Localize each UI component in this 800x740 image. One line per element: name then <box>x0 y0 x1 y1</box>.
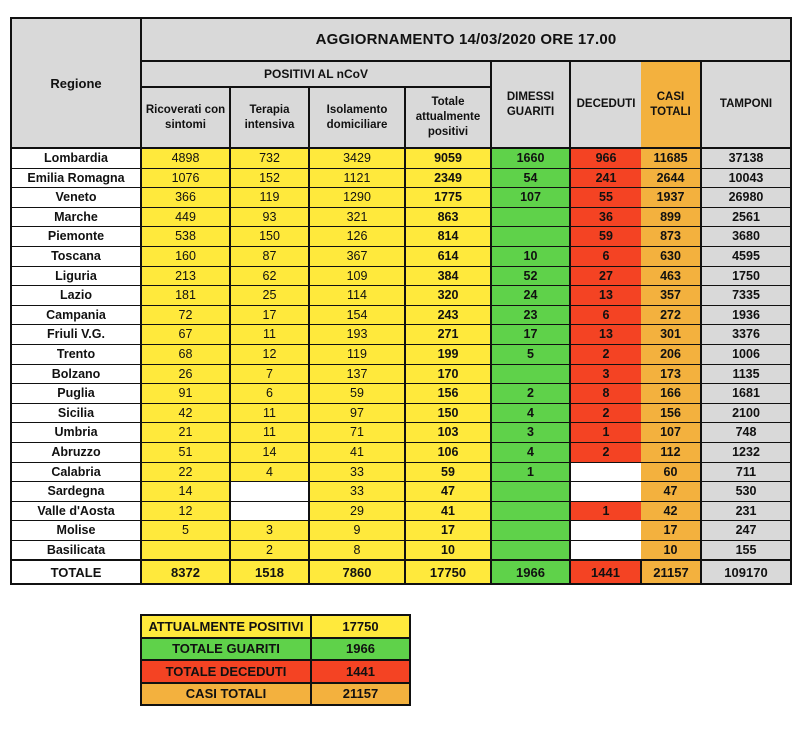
data-cell <box>491 227 570 247</box>
data-cell: 5 <box>491 344 570 364</box>
data-cell: 8 <box>309 540 405 560</box>
region-name-cell: Calabria <box>11 462 141 482</box>
data-cell: 6 <box>230 384 309 404</box>
data-cell: 181 <box>141 286 230 306</box>
data-cell: 27 <box>570 266 641 286</box>
data-cell: 154 <box>309 305 405 325</box>
data-cell: 1 <box>570 423 641 443</box>
data-cell: 24 <box>491 286 570 306</box>
summary-body <box>141 615 410 705</box>
data-cell: 384 <box>405 266 491 286</box>
data-cell: 60 <box>641 462 701 482</box>
data-cell: 156 <box>405 384 491 404</box>
data-cell: 47 <box>641 482 701 502</box>
data-cell: 155 <box>701 540 791 560</box>
data-cell: 93 <box>230 207 309 227</box>
summary-table <box>140 614 411 706</box>
data-cell: 8372 <box>141 560 230 584</box>
data-cell <box>491 540 570 560</box>
data-cell: 7860 <box>309 560 405 584</box>
region-name-cell: Sardegna <box>11 482 141 502</box>
data-cell: 366 <box>141 188 230 208</box>
data-cell <box>491 501 570 521</box>
data-cell: 26980 <box>701 188 791 208</box>
table-row <box>11 286 791 306</box>
data-cell: 126 <box>309 227 405 247</box>
total-row <box>11 560 791 584</box>
data-cell: 11 <box>230 325 309 345</box>
data-cell: 13 <box>570 325 641 345</box>
table-row <box>11 227 791 247</box>
summary-label: CASI TOTALI <box>141 683 311 706</box>
data-cell: 22 <box>141 462 230 482</box>
data-cell: 12 <box>230 344 309 364</box>
data-cell: 13 <box>570 286 641 306</box>
region-name-cell: Molise <box>11 521 141 541</box>
data-cell: 26 <box>141 364 230 384</box>
data-cell: 1937 <box>641 188 701 208</box>
table-row <box>11 305 791 325</box>
data-cell: 2100 <box>701 403 791 423</box>
table-row <box>11 403 791 423</box>
data-cell: 1966 <box>491 560 570 584</box>
summary-row <box>141 683 410 706</box>
table-row <box>11 207 791 227</box>
data-cell: 17 <box>491 325 570 345</box>
data-cell: 241 <box>570 168 641 188</box>
table-row <box>11 540 791 560</box>
table-row <box>11 442 791 462</box>
region-name-cell: Piemonte <box>11 227 141 247</box>
data-cell: 321 <box>309 207 405 227</box>
data-cell: 3376 <box>701 325 791 345</box>
data-cell: 173 <box>641 364 701 384</box>
col-header-deceduti: DECEDUTI <box>570 61 641 148</box>
region-name-cell: Umbria <box>11 423 141 443</box>
data-cell: 71 <box>309 423 405 443</box>
data-cell <box>491 521 570 541</box>
col-header-dimessi-guariti: DIMESSI GUARITI <box>491 61 570 148</box>
data-cell: 152 <box>230 168 309 188</box>
data-cell: 17 <box>641 521 701 541</box>
data-cell: 3 <box>491 423 570 443</box>
data-cell: 1232 <box>701 442 791 462</box>
table-row <box>11 168 791 188</box>
data-cell: 10 <box>405 540 491 560</box>
table-row <box>11 462 791 482</box>
data-cell: 21 <box>141 423 230 443</box>
data-cell: 33 <box>309 482 405 502</box>
table-row <box>11 325 791 345</box>
region-name-cell: Lazio <box>11 286 141 306</box>
data-cell: 109 <box>309 266 405 286</box>
col-header-casi-totali: CASI TOTALI <box>641 61 701 148</box>
data-cell: 68 <box>141 344 230 364</box>
data-cell: 1006 <box>701 344 791 364</box>
col-header-ricoverati: Ricoverati con sintomi <box>141 87 230 148</box>
region-name-cell: Marche <box>11 207 141 227</box>
data-cell: 17750 <box>405 560 491 584</box>
data-cell: 2 <box>570 442 641 462</box>
data-cell: 6 <box>570 305 641 325</box>
data-cell: 247 <box>701 521 791 541</box>
data-cell <box>570 482 641 502</box>
data-cell: 1441 <box>570 560 641 584</box>
data-cell: 119 <box>230 188 309 208</box>
summary-value: 1966 <box>311 638 410 661</box>
data-cell: 2349 <box>405 168 491 188</box>
data-cell: 748 <box>701 423 791 443</box>
data-cell: 33 <box>309 462 405 482</box>
region-name-cell: Lombardia <box>11 148 141 168</box>
table-row <box>11 521 791 541</box>
data-cell: 4 <box>491 442 570 462</box>
table-row <box>11 364 791 384</box>
data-cell: 42 <box>141 403 230 423</box>
data-cell: 863 <box>405 207 491 227</box>
table-row <box>11 344 791 364</box>
data-cell: 23 <box>491 305 570 325</box>
region-name-cell: Toscana <box>11 246 141 266</box>
region-name-cell: Abruzzo <box>11 442 141 462</box>
data-cell: 160 <box>141 246 230 266</box>
data-cell: 3 <box>230 521 309 541</box>
data-cell: 12 <box>141 501 230 521</box>
col-header-totale-positivi: Totale attualmente positivi <box>405 87 491 148</box>
summary-row <box>141 660 410 683</box>
data-cell: 463 <box>641 266 701 286</box>
data-cell: 4898 <box>141 148 230 168</box>
data-cell: 109170 <box>701 560 791 584</box>
data-cell: 814 <box>405 227 491 247</box>
data-cell: 107 <box>491 188 570 208</box>
data-cell: 114 <box>309 286 405 306</box>
data-cell: 1076 <box>141 168 230 188</box>
data-cell <box>491 207 570 227</box>
region-name-cell: Friuli V.G. <box>11 325 141 345</box>
data-cell: 59 <box>405 462 491 482</box>
data-cell: 112 <box>641 442 701 462</box>
data-cell: 2561 <box>701 207 791 227</box>
summary-value: 1441 <box>311 660 410 683</box>
data-cell: 10 <box>641 540 701 560</box>
data-cell: 206 <box>641 344 701 364</box>
data-cell: 103 <box>405 423 491 443</box>
data-cell: 17 <box>230 305 309 325</box>
data-cell: 1681 <box>701 384 791 404</box>
data-cell: 1936 <box>701 305 791 325</box>
summary-value: 17750 <box>311 615 410 638</box>
table-header <box>11 18 791 148</box>
data-cell: 54 <box>491 168 570 188</box>
data-cell: 59 <box>570 227 641 247</box>
data-cell: 732 <box>230 148 309 168</box>
data-cell: 630 <box>641 246 701 266</box>
data-cell: 51 <box>141 442 230 462</box>
table-row <box>11 188 791 208</box>
covid-region-table <box>10 17 792 585</box>
data-cell <box>230 501 309 521</box>
col-header-isolamento: Isolamento domiciliare <box>309 87 405 148</box>
data-cell: 1750 <box>701 266 791 286</box>
data-cell <box>570 521 641 541</box>
data-cell: 320 <box>405 286 491 306</box>
data-cell: 87 <box>230 246 309 266</box>
data-cell: 966 <box>570 148 641 168</box>
data-cell: 42 <box>641 501 701 521</box>
region-name-cell: Puglia <box>11 384 141 404</box>
data-cell: 711 <box>701 462 791 482</box>
region-name-cell: Campania <box>11 305 141 325</box>
data-cell: 21157 <box>641 560 701 584</box>
data-cell: 6 <box>570 246 641 266</box>
data-cell: 7335 <box>701 286 791 306</box>
data-cell: 47 <box>405 482 491 502</box>
table-row <box>11 384 791 404</box>
data-cell: 10043 <box>701 168 791 188</box>
summary-row <box>141 615 410 638</box>
region-name-cell: Basilicata <box>11 540 141 560</box>
table-row <box>11 246 791 266</box>
summary-label: TOTALE GUARITI <box>141 638 311 661</box>
data-cell: 11685 <box>641 148 701 168</box>
col-header-tamponi: TAMPONI <box>701 61 791 148</box>
data-cell: 1135 <box>701 364 791 384</box>
data-cell: 2 <box>570 344 641 364</box>
region-name-cell: Trento <box>11 344 141 364</box>
data-cell: 1518 <box>230 560 309 584</box>
data-cell: 52 <box>491 266 570 286</box>
data-cell: 1121 <box>309 168 405 188</box>
data-cell: 14 <box>141 482 230 502</box>
data-cell: 3680 <box>701 227 791 247</box>
data-cell: 530 <box>701 482 791 502</box>
data-cell <box>491 482 570 502</box>
data-cell: 3 <box>570 364 641 384</box>
data-cell: 29 <box>309 501 405 521</box>
summary-label: TOTALE DECEDUTI <box>141 660 311 683</box>
data-cell: 72 <box>141 305 230 325</box>
data-cell: 37138 <box>701 148 791 168</box>
data-cell: 2 <box>230 540 309 560</box>
data-cell: 301 <box>641 325 701 345</box>
col-header-terapia-intensiva: Terapia intensiva <box>230 87 309 148</box>
data-cell <box>570 462 641 482</box>
data-cell <box>141 540 230 560</box>
table-row <box>11 501 791 521</box>
data-cell: 25 <box>230 286 309 306</box>
data-cell: 357 <box>641 286 701 306</box>
data-cell: 97 <box>309 403 405 423</box>
summary-row <box>141 638 410 661</box>
data-cell: 36 <box>570 207 641 227</box>
data-cell: 199 <box>405 344 491 364</box>
data-cell <box>230 482 309 502</box>
data-cell: 166 <box>641 384 701 404</box>
data-cell: 1775 <box>405 188 491 208</box>
data-cell: 59 <box>309 384 405 404</box>
data-cell: 899 <box>641 207 701 227</box>
data-cell: 14 <box>230 442 309 462</box>
data-cell: 1 <box>491 462 570 482</box>
data-cell: 538 <box>141 227 230 247</box>
data-cell: 150 <box>405 403 491 423</box>
data-cell: 4 <box>491 403 570 423</box>
data-cell: 170 <box>405 364 491 384</box>
total-label-cell: TOTALE <box>11 560 141 584</box>
data-cell: 4595 <box>701 246 791 266</box>
data-cell: 2644 <box>641 168 701 188</box>
data-cell: 3429 <box>309 148 405 168</box>
data-cell: 213 <box>141 266 230 286</box>
data-cell: 5 <box>141 521 230 541</box>
data-cell: 10 <box>491 246 570 266</box>
region-name-cell: Sicilia <box>11 403 141 423</box>
table-row <box>11 482 791 502</box>
data-cell: 156 <box>641 403 701 423</box>
region-name-cell: Valle d'Aosta <box>11 501 141 521</box>
data-cell <box>491 364 570 384</box>
data-cell: 107 <box>641 423 701 443</box>
data-cell: 193 <box>309 325 405 345</box>
data-cell: 2 <box>491 384 570 404</box>
data-cell: 9059 <box>405 148 491 168</box>
data-cell: 62 <box>230 266 309 286</box>
region-name-cell: Veneto <box>11 188 141 208</box>
data-cell: 614 <box>405 246 491 266</box>
table-row <box>11 423 791 443</box>
data-cell: 67 <box>141 325 230 345</box>
data-cell: 41 <box>309 442 405 462</box>
data-cell: 119 <box>309 344 405 364</box>
summary-value: 21157 <box>311 683 410 706</box>
data-cell: 873 <box>641 227 701 247</box>
data-cell: 1660 <box>491 148 570 168</box>
data-cell: 106 <box>405 442 491 462</box>
table-body <box>11 148 791 584</box>
data-cell: 1290 <box>309 188 405 208</box>
data-cell: 272 <box>641 305 701 325</box>
data-cell: 271 <box>405 325 491 345</box>
data-cell: 55 <box>570 188 641 208</box>
data-cell: 137 <box>309 364 405 384</box>
data-cell: 449 <box>141 207 230 227</box>
region-name-cell: Emilia Romagna <box>11 168 141 188</box>
data-cell: 8 <box>570 384 641 404</box>
data-cell: 17 <box>405 521 491 541</box>
region-column-header: Regione <box>11 18 141 148</box>
table-row <box>11 148 791 168</box>
data-cell: 91 <box>141 384 230 404</box>
data-cell: 11 <box>230 423 309 443</box>
region-name-cell: Liguria <box>11 266 141 286</box>
table-title: AGGIORNAMENTO 14/03/2020 ORE 17.00 <box>141 18 791 61</box>
data-cell: 7 <box>230 364 309 384</box>
summary-label: ATTUALMENTE POSITIVI <box>141 615 311 638</box>
data-cell: 4 <box>230 462 309 482</box>
data-cell: 2 <box>570 403 641 423</box>
data-cell: 231 <box>701 501 791 521</box>
data-cell: 367 <box>309 246 405 266</box>
data-cell <box>570 540 641 560</box>
data-cell: 150 <box>230 227 309 247</box>
data-cell: 11 <box>230 403 309 423</box>
data-cell: 243 <box>405 305 491 325</box>
positivi-group-header: POSITIVI AL nCoV <box>141 61 491 87</box>
region-name-cell: Bolzano <box>11 364 141 384</box>
data-cell: 41 <box>405 501 491 521</box>
data-cell: 9 <box>309 521 405 541</box>
table-row <box>11 266 791 286</box>
data-cell: 1 <box>570 501 641 521</box>
